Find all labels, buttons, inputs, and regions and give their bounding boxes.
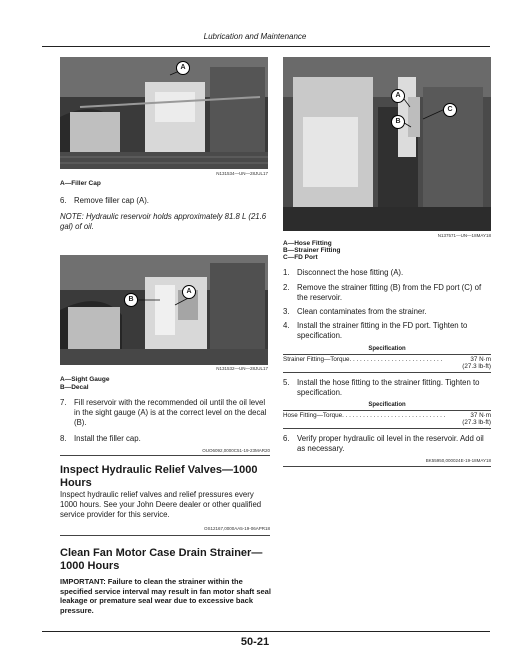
figure-caption: C—FD Port bbox=[283, 254, 318, 261]
section-divider bbox=[60, 535, 270, 536]
section-text: Inspect hydraulic relief valves and relief pressures every 1000 hours. See your John Deere dealer or other qualified service provider for this service. bbox=[60, 490, 262, 519]
footer-rule bbox=[42, 631, 490, 632]
step-number: 5. bbox=[283, 378, 290, 387]
spec-value-imperial: (27.3 lb-ft) bbox=[462, 419, 491, 426]
spec-row: Hose Fitting—Torque. . . . . . . . . . . . . . . . . . . . . . . . . . . . . . 37 N·m bbox=[283, 412, 491, 419]
spec-value: 37 N·m bbox=[470, 356, 491, 363]
reference-id: BK55950,000024E-19-18MAY18 bbox=[425, 458, 491, 463]
spec-label: Strainer Fitting—Torque bbox=[283, 356, 350, 363]
step-text: Install the hose fitting to the strainer fitting. Tighten to specification. bbox=[297, 378, 480, 397]
section-title: Clean Fan Motor Case Drain Strainer—1000 Hours bbox=[60, 547, 263, 572]
figure-sight-gauge bbox=[60, 255, 268, 365]
callout-a: A bbox=[391, 89, 405, 103]
spec-rule bbox=[283, 354, 491, 355]
step-6 bbox=[60, 196, 270, 206]
reference-id: OUO6092,0000C51-19-23MAR20 bbox=[202, 448, 270, 453]
step-text: Install the strainer fitting in the FD port. Tighten to specification. bbox=[297, 321, 468, 340]
step-number: 3. bbox=[283, 307, 290, 316]
spec-value-imperial: (27.3 lb-ft) bbox=[462, 363, 491, 370]
step-4 bbox=[283, 321, 491, 341]
step-number: 4. bbox=[283, 321, 290, 330]
section-title: Inspect Hydraulic Relief Valves—1000 Hours bbox=[60, 464, 258, 489]
figure-filler-cap bbox=[60, 57, 268, 169]
figure-caption: B—Decal bbox=[60, 384, 89, 391]
figure-id: N131534—UN—28JUL17 bbox=[216, 171, 268, 176]
page-header: Lubrication and Maintenance bbox=[203, 32, 307, 41]
callout-b: B bbox=[124, 293, 138, 307]
header-rule bbox=[42, 46, 490, 47]
callout-a: A bbox=[182, 285, 196, 299]
spec-row: Strainer Fitting—Torque. . . . . . . . . . . . . . . . . . . . . . . . . . . 37 N·m bbox=[283, 356, 491, 363]
spec-rule bbox=[283, 428, 491, 429]
callout-b: B bbox=[391, 115, 405, 129]
step-number: 2. bbox=[283, 283, 290, 292]
note: NOTE: Hydraulic reservoir holds approximately 81.8 L (21.6 gal) of oil. bbox=[60, 212, 267, 231]
step-7 bbox=[60, 398, 272, 428]
spec-title: Specification bbox=[368, 402, 406, 408]
step-1 bbox=[283, 268, 491, 278]
step-number: 1. bbox=[283, 268, 290, 277]
step-3 bbox=[283, 307, 491, 317]
page-number: 50-21 bbox=[240, 636, 270, 648]
spec-title: Specification bbox=[368, 346, 406, 352]
step-text: Remove the strainer fitting (B) from the FD port (C) of the reservoir. bbox=[297, 283, 482, 302]
spec-rule bbox=[283, 372, 491, 373]
step-text: Verify proper hydraulic oil level in the reservoir. Add oil as necessary. bbox=[297, 434, 484, 453]
figure-strainer bbox=[283, 57, 491, 231]
spec-label: Hose Fitting—Torque bbox=[283, 412, 343, 419]
step-text: Disconnect the hose fitting (A). bbox=[297, 268, 404, 277]
callout-a: A bbox=[176, 61, 190, 75]
reference-id: OS12167,0000AA5-19-06APR18 bbox=[203, 526, 270, 531]
step-text: Clean contaminates from the strainer. bbox=[297, 307, 427, 316]
step-text: Fill reservoir with the recommended oil until the oil level in the sight gauge (A) is at the correct level on the decal (B). bbox=[74, 398, 267, 427]
figure-caption: A—Hose Fitting bbox=[283, 240, 332, 247]
section-divider bbox=[60, 455, 270, 456]
spec-rule bbox=[283, 410, 491, 411]
figure-caption: A—Sight Gauge bbox=[60, 376, 110, 383]
step-number: 6. bbox=[60, 196, 67, 205]
step-2 bbox=[283, 283, 491, 303]
step-5 bbox=[283, 378, 491, 398]
step-number: 6. bbox=[283, 434, 290, 443]
spec-value: 37 N·m bbox=[470, 412, 491, 419]
step-6 bbox=[283, 434, 491, 454]
section-divider bbox=[283, 466, 491, 467]
step-text: Remove filler cap (A). bbox=[74, 196, 149, 205]
callout-c: C bbox=[443, 103, 457, 117]
figure-caption: A—Filler Cap bbox=[60, 180, 101, 187]
figure-id: N137571—UN—18MAY18 bbox=[437, 233, 491, 238]
step-8 bbox=[60, 434, 272, 444]
step-text: Install the filler cap. bbox=[74, 434, 141, 443]
step-number: 8. bbox=[60, 434, 67, 443]
figure-caption: B—Strainer Fitting bbox=[283, 247, 341, 254]
important-note: IMPORTANT: Failure to clean the strainer within the specified service interval may result in fan motor shaft seal leakage or premature seal wear due to excessive back pressure. bbox=[60, 577, 271, 615]
figure-id: N131532—UN—28JUL17 bbox=[216, 366, 268, 371]
step-number: 7. bbox=[60, 398, 67, 407]
